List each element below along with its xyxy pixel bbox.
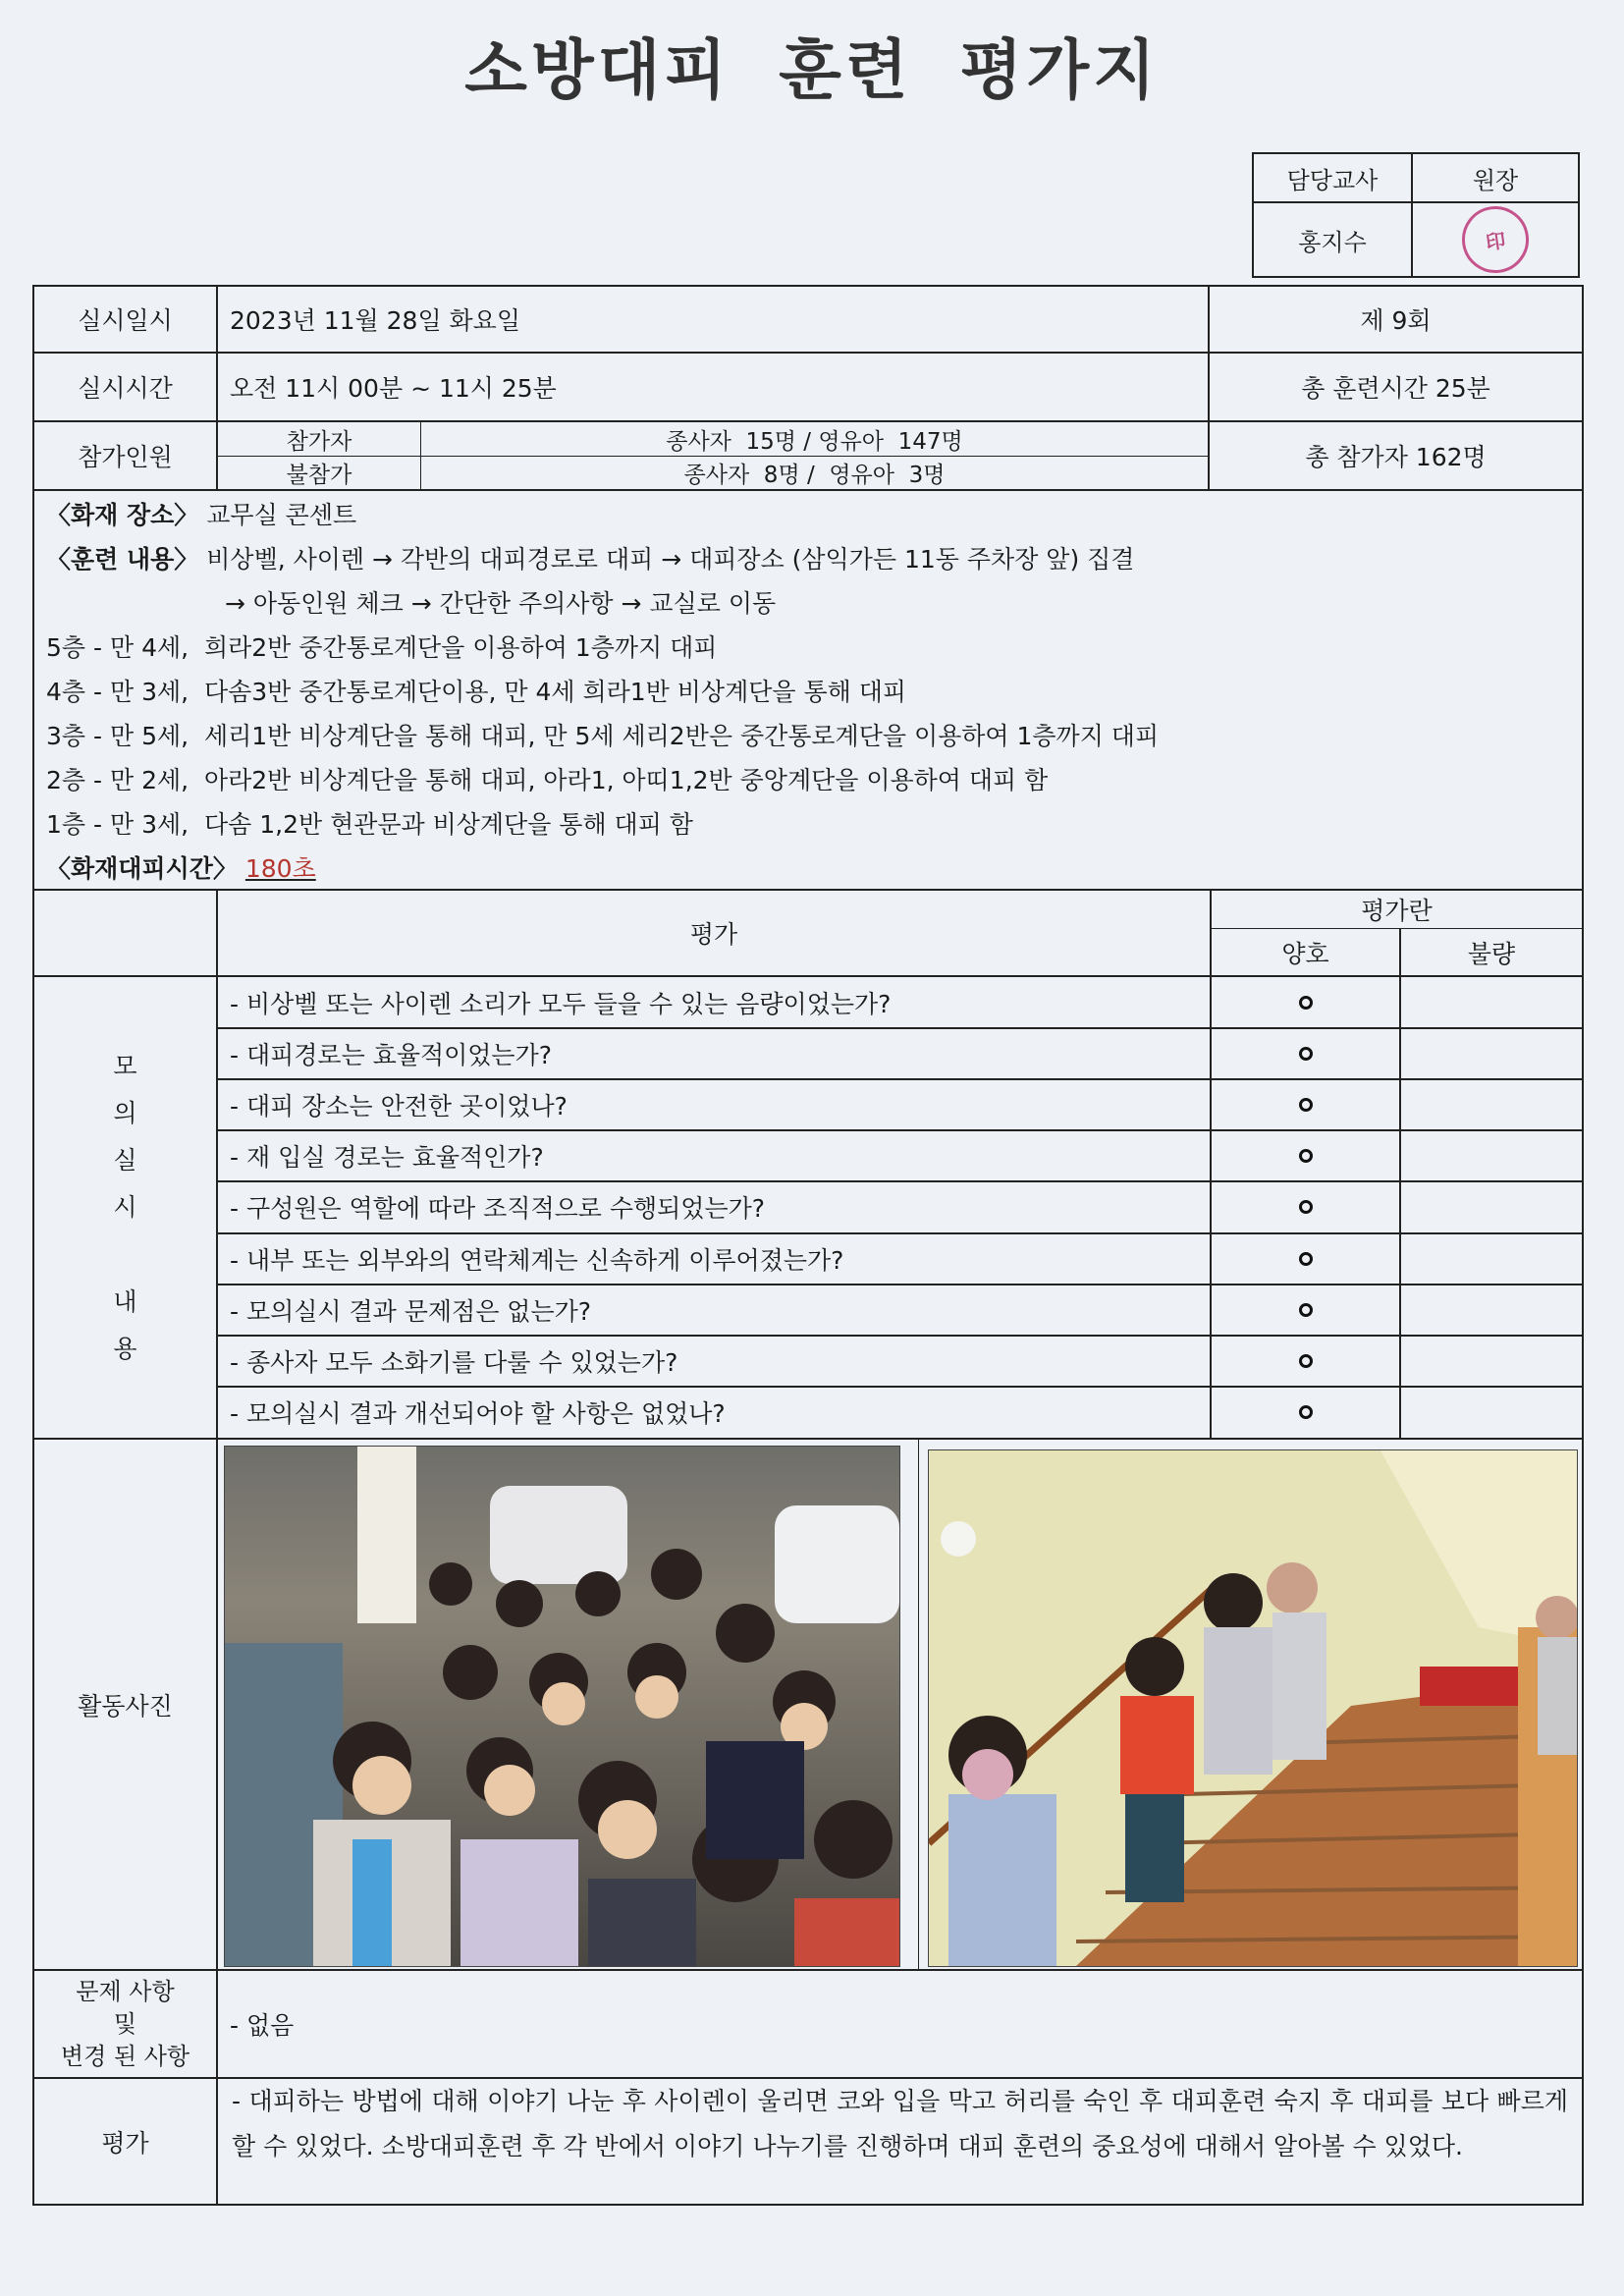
absent-value: 종사자 8명 / 영유아 3명 bbox=[683, 463, 946, 488]
training-line-1: 비상벨, 사이렌 → 각반의 대피경로로 대피 → 대피장소 (삼익가든 11동 주차장 앞) 집결 bbox=[206, 545, 1135, 574]
section-char: 내 bbox=[113, 1286, 137, 1316]
question-text: - 모의실시 결과 문제점은 없는가? bbox=[230, 1297, 592, 1326]
section-char: 의 bbox=[113, 1098, 137, 1127]
good-checkbox[interactable] bbox=[1212, 1233, 1399, 1285]
divider bbox=[216, 1078, 1582, 1080]
circle-mark-icon bbox=[1299, 1047, 1313, 1061]
circle-mark-icon bbox=[1299, 1149, 1313, 1163]
bad-checkbox[interactable] bbox=[1401, 1285, 1582, 1336]
circle-mark-icon bbox=[1299, 1252, 1313, 1266]
photo-outdoor-image bbox=[225, 1447, 899, 1966]
evaluation-form bbox=[32, 285, 1584, 2206]
issues-label-line: 및 bbox=[113, 2009, 137, 2038]
teacher-name: 홍지수 bbox=[1298, 228, 1367, 256]
question-text: - 재 입실 경로는 효율적인가? bbox=[230, 1143, 544, 1172]
section-char: 실 bbox=[113, 1145, 137, 1175]
divider bbox=[34, 489, 1582, 491]
bad-checkbox[interactable] bbox=[1401, 1387, 1582, 1438]
good-checkbox[interactable] bbox=[1212, 1130, 1399, 1181]
good-checkbox[interactable] bbox=[1212, 1387, 1399, 1438]
question-text: - 모의실시 결과 개선되어야 할 사항은 없었나? bbox=[230, 1399, 726, 1428]
photo-stairs-image bbox=[929, 1450, 1577, 1966]
bad-checkbox[interactable] bbox=[1401, 977, 1582, 1028]
result-header: 평가란 bbox=[1361, 897, 1433, 925]
evaluation-header: 평가 bbox=[689, 920, 738, 949]
good-checkbox[interactable] bbox=[1212, 1079, 1399, 1130]
bad-checkbox[interactable] bbox=[1401, 1233, 1582, 1285]
good-checkbox[interactable] bbox=[1212, 1028, 1399, 1079]
divider bbox=[216, 1180, 1582, 1182]
divider bbox=[216, 1284, 1582, 1285]
question-text: - 종사자 모두 소화기를 다룰 수 있었는가? bbox=[230, 1348, 678, 1377]
total-participants: 총 참가자 162명 bbox=[1305, 443, 1487, 471]
issues-label-line: 문제 사항 bbox=[76, 1977, 175, 2005]
participants-label: 참가인원 bbox=[78, 443, 173, 471]
fire-place-value: 교무실 콘센트 bbox=[206, 501, 357, 529]
section-char: 모 bbox=[113, 1051, 137, 1080]
time-label: 실시시간 bbox=[78, 374, 173, 403]
teacher-header: 담당교사 bbox=[1286, 166, 1379, 194]
good-checkbox[interactable] bbox=[1212, 1336, 1399, 1387]
floor-line: 5층 - 만 4세, 희라2반 중간통로계단을 이용하여 1층까지 대피 bbox=[46, 633, 718, 662]
evac-time-value: 180초 bbox=[244, 854, 316, 883]
review-text-box bbox=[218, 2079, 1582, 2204]
good-header: 양호 bbox=[1281, 939, 1329, 968]
question-text: - 대피경로는 효율적이었는가? bbox=[230, 1041, 552, 1069]
circle-mark-icon bbox=[1299, 1098, 1313, 1112]
good-checkbox[interactable] bbox=[1212, 977, 1399, 1028]
bad-header: 불량 bbox=[1467, 939, 1516, 968]
review-text: - 대피하는 방법에 대해 이야기 나눈 후 사이렌이 울리면 코와 입을 막고 허리를 숙인 후 대피훈련 숙지 후 대피를 보다 빠르게 할 수 있었다. 소방대피훈련 후 각 반에서 이야기 나누기를 진행하며 대피 훈련의 중요성에 대해서 알아볼 수 있었다. bbox=[232, 2087, 1568, 2160]
circle-mark-icon bbox=[1299, 1200, 1313, 1214]
floor-line: 1층 - 만 3세, 다솜 1,2반 현관문과 비상계단을 통해 대피 함 bbox=[46, 810, 693, 839]
divider bbox=[918, 1438, 919, 1969]
issues-label-line: 변경 된 사항 bbox=[60, 2042, 190, 2070]
date-value: 2023년 11월 28일 화요일 bbox=[230, 306, 520, 335]
evac-time-label: 〈화재대피시간〉 bbox=[46, 854, 238, 883]
floor-line: 2층 - 만 2세, 아라2반 비상계단을 통해 대피, 아라1, 아띠1,2반 중앙계단을 이용하여 대피 함 bbox=[46, 766, 1049, 794]
issues-value: - 없음 bbox=[230, 2011, 295, 2040]
divider bbox=[216, 1386, 1582, 1388]
floor-line: 3층 - 만 5세, 세리1반 비상계단을 통해 대피, 만 5세 세리2반은 중간통로계단을 이용하여 1층까지 대피 bbox=[46, 722, 1160, 750]
total-training-time: 총 훈련시간 25분 bbox=[1301, 374, 1490, 403]
bad-checkbox[interactable] bbox=[1401, 1181, 1582, 1232]
divider bbox=[216, 1232, 1582, 1234]
bad-checkbox[interactable] bbox=[1401, 1079, 1582, 1130]
question-text: - 비상벨 또는 사이렌 소리가 모두 들을 수 있는 음량이었는가? bbox=[230, 990, 892, 1018]
divider bbox=[216, 1335, 1582, 1337]
date-label: 실시일시 bbox=[78, 306, 173, 335]
training-details bbox=[46, 493, 1558, 891]
good-checkbox[interactable] bbox=[1212, 1181, 1399, 1232]
good-checkbox[interactable] bbox=[1212, 1285, 1399, 1336]
page-title: 소방대피 훈련 평가지 bbox=[464, 32, 1160, 108]
circle-mark-icon bbox=[1299, 1303, 1313, 1317]
round-number: 제 9회 bbox=[1360, 306, 1432, 335]
training-label: 〈훈련 내용〉 bbox=[46, 545, 199, 574]
circle-mark-icon bbox=[1299, 996, 1313, 1010]
section-char: 용 bbox=[113, 1334, 137, 1363]
question-text: - 구성원은 역할에 따라 조직적으로 수행되었는가? bbox=[230, 1194, 766, 1223]
seal-text: 印 bbox=[1484, 228, 1507, 254]
director-signature bbox=[1413, 203, 1578, 276]
review-label: 평가 bbox=[101, 2128, 149, 2158]
bad-checkbox[interactable] bbox=[1401, 1336, 1582, 1387]
bad-checkbox[interactable] bbox=[1401, 1130, 1582, 1181]
photos-label: 활동사진 bbox=[78, 1691, 173, 1721]
divider bbox=[216, 1129, 1582, 1131]
seal-stamp-icon bbox=[1458, 202, 1534, 278]
divider bbox=[216, 1027, 1582, 1029]
training-line-2: → 아동인원 체크 → 간단한 주의사항 → 교실로 이동 bbox=[225, 589, 777, 618]
floor-line: 4층 - 만 3세, 다솜3반 중간통로계단이용, 만 4세 희라1반 비상계단을 통해 대피 bbox=[46, 678, 907, 706]
issues-label bbox=[34, 1971, 216, 2077]
approval-box bbox=[1252, 152, 1580, 278]
activity-photo-stairs bbox=[928, 1449, 1578, 1967]
question-text: - 대피 장소는 안전한 곳이었나? bbox=[230, 1092, 568, 1121]
bad-checkbox[interactable] bbox=[1401, 1028, 1582, 1079]
circle-mark-icon bbox=[1299, 1405, 1313, 1419]
section-label bbox=[34, 977, 216, 1438]
circle-mark-icon bbox=[1299, 1354, 1313, 1368]
absent-label: 불참가 bbox=[286, 463, 352, 488]
fire-place-label: 〈화재 장소〉 bbox=[46, 501, 199, 529]
director-header: 원장 bbox=[1472, 166, 1519, 194]
time-value: 오전 11시 00분 ~ 11시 25분 bbox=[230, 374, 557, 403]
attend-value: 종사자 15명 / 영유아 147명 bbox=[666, 428, 963, 455]
divider bbox=[34, 1438, 1582, 1440]
question-text: - 내부 또는 외부와의 연락체계는 신속하게 이루어졌는가? bbox=[230, 1246, 844, 1275]
attend-label: 참가자 bbox=[286, 428, 352, 455]
section-char: 시 bbox=[113, 1192, 137, 1222]
activity-photo-outdoor bbox=[224, 1446, 900, 1967]
